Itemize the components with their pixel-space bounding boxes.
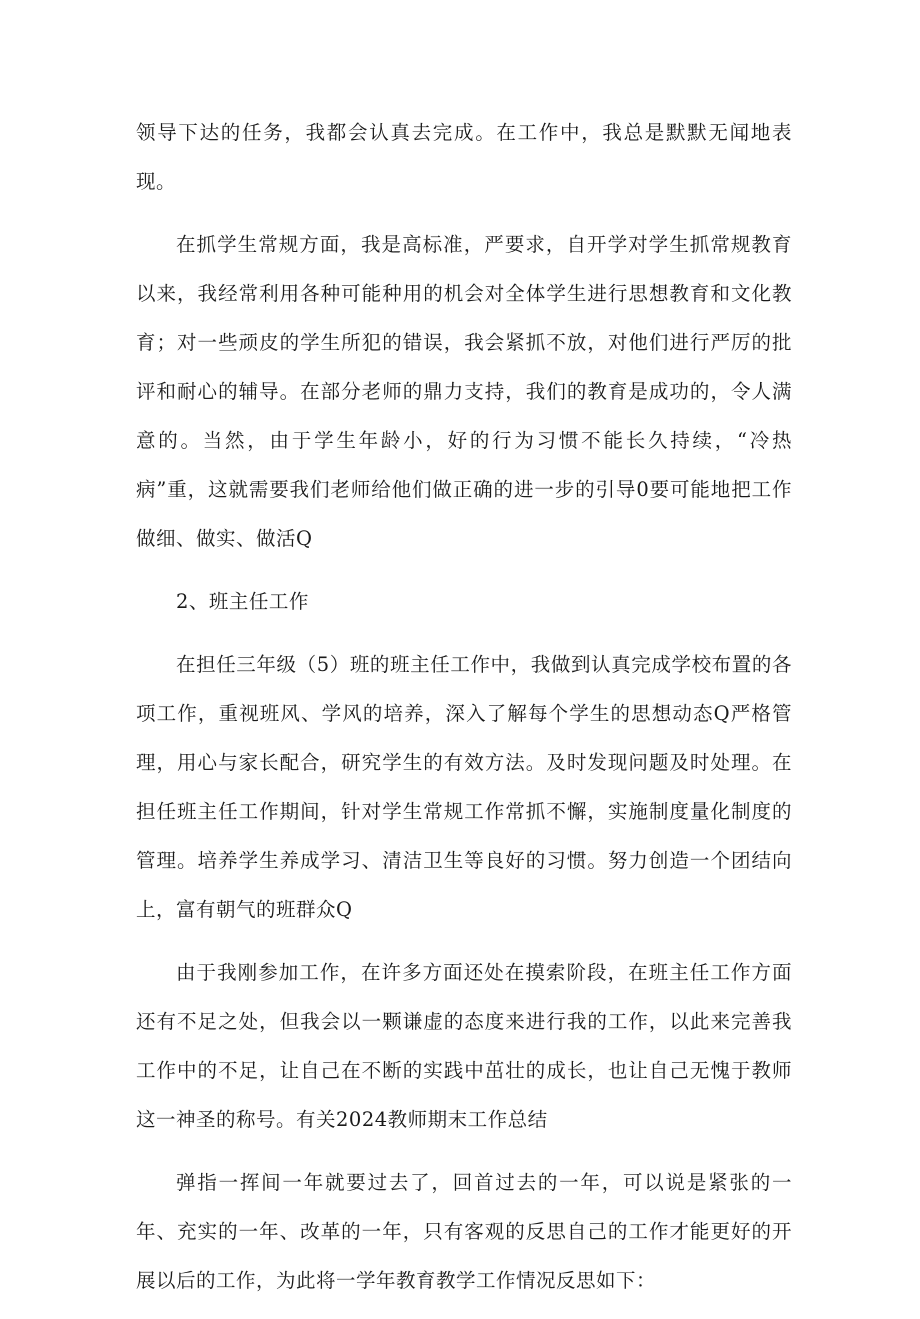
paragraph-routine-management: 在抓学生常规方面，我是高标准，严要求，自开学对学生抓常规教育以来，我经常利用各种可能种用的机会对全体学生进行思想教育和文化教育；对一些顽皮的学生所犯的错误，我会紧抓不放，对他们进行严厉的批评和耐心的辅导。在部分老师的鼎力支持，我们的教育是成功的，令人满意的。当然，由于学生年龄小，好的行为习惯不能长久持续，“冷热病”重，这就需要我们老师给他们做正确的进一步的引导0要可能地把工作做细、做实、做活Q — [136, 233, 792, 550]
paragraph-class-teacher-work: 在担任三年级（5）班的班主任工作中，我做到认真完成学校布置的各项工作，重视班风、学风的培养，深入了解每个学生的思想动态Q严格管理，用心与家长配合，研究学生的有效方法。及时发现问题及时处理。在担任班主任工作期间，针对学生常规工作常抓不懈，实施制度量化制度的管理。培养学生养成学习、清洁卫生等良好的习惯。努力创造一个团结向上，富有朝气的班群众Q — [136, 653, 792, 921]
document-body — [136, 108, 792, 1319]
paragraph-continued: 领导下达的任务，我都会认真去完成。在工作中，我总是默默无闻地表现。 — [136, 121, 792, 193]
paragraph-reflection: 由于我刚参加工作，在许多方面还处在摸索阶段，在班主任工作方面还有不足之处，但我会以一颗谦虚的态度来进行我的工作，以此来完善我工作中的不足，让自己在不断的实践中茁壮的成长，也让自己无愧于教师这一神圣的称号。有关2024教师期末工作总结 — [136, 961, 792, 1131]
section-heading-class-teacher: 2、班主任工作 — [176, 590, 309, 613]
paragraph-year-review: 弹指一挥间一年就要过去了，回首过去的一年，可以说是紧张的一年、充实的一年、改革的一年，只有客观的反思自己的工作才能更好的开展以后的工作，为此将一学年教育教学工作情况反思如下： — [136, 1171, 792, 1292]
